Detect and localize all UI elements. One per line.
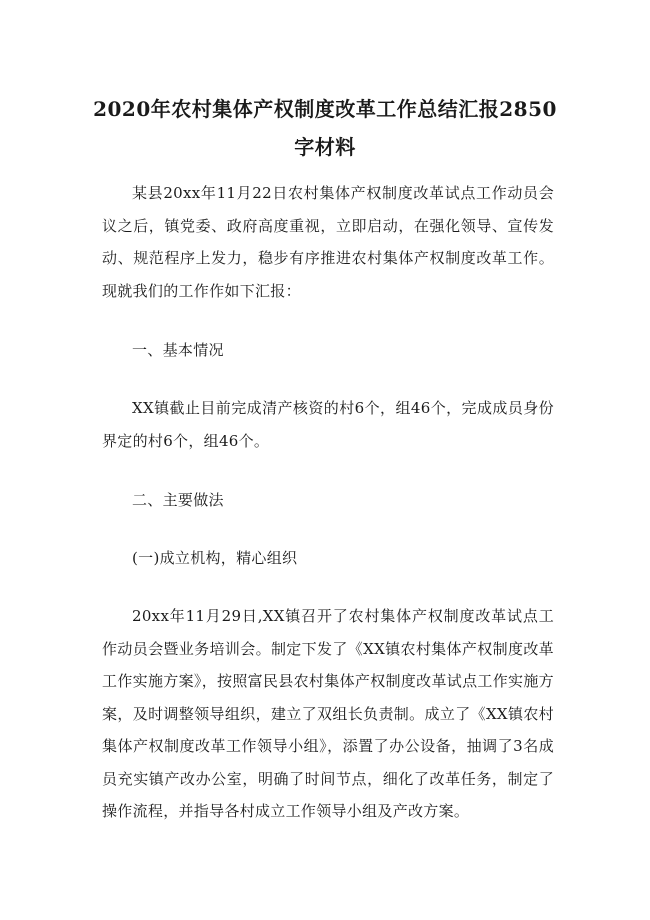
intro-paragraph: 某县20xx年11月22日农村集体产权制度改革试点工作动员会议之后，镇党委、政府高度重视，立即启动，在强化领导、宣传发动、规范程序上发力，稳步有序推进农村集体产权制度改革工作。现就我们的工作作如下汇报： (102, 184, 554, 300)
subsection-heading-organization: (一)成立机构，精心组织 (132, 549, 298, 567)
basic-situation-paragraph: XX镇截止目前完成清产核资的村6个，组46个，完成成员身份界定的村6个，组46个。 (102, 399, 554, 450)
section-heading-main-practices: 二、主要做法 (132, 491, 224, 509)
organization-paragraph: 20xx年11月29日,XX镇召开了农村集体产权制度改革试点工作动员会暨业务培训会。制定下发了《XX镇农村集体产权制度改革工作实施方案》，按照富民县农村集体产权制度改革试点工作实施方案，及时调整领导组织，建立了双组长负责制。成立了《XX镇农村集体产权制度改革工作领导小组》，添置了办公设备，抽调了3名成员充实镇产改办公室，明确了时间节点，细化了改革任务，制定了操作流程，并指导各村成立工作领导小组及产改方案。 (102, 607, 554, 820)
section-heading-basic-situation: 一、基本情况 (132, 341, 224, 359)
document-title: 2020年农村集体产权制度改革工作总结汇报2850字材料 (93, 97, 557, 159)
